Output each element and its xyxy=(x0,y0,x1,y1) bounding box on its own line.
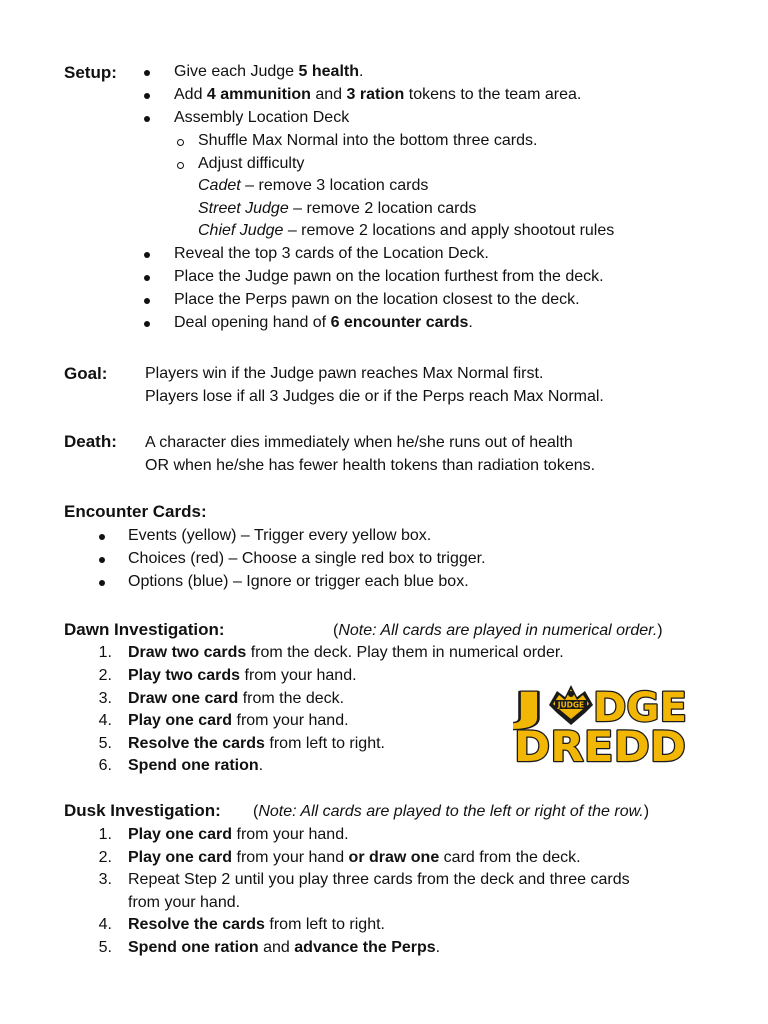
dawn-step-4: Play one card from your hand. xyxy=(128,712,349,729)
dawn-step-6: Spend one ration. xyxy=(128,757,264,774)
bullet xyxy=(144,70,150,76)
sub-bullet xyxy=(177,139,184,146)
bullet xyxy=(144,252,150,258)
setup-item-1: Give each Judge 5 health. xyxy=(174,63,364,80)
bullet xyxy=(144,116,150,122)
step-number: 5. xyxy=(98,735,112,752)
dusk-step-4: Resolve the cards from left to right. xyxy=(128,916,385,933)
step-number: 4. xyxy=(98,712,112,729)
bullet xyxy=(99,580,105,586)
dusk-step-5: Spend one ration and advance the Perps. xyxy=(128,939,441,956)
death-line-1: A character dies immediately when he/she runs out of health xyxy=(145,434,573,451)
dusk-step-3: Repeat Step 2 until you play three cards from the deck and three cards xyxy=(128,871,630,888)
dawn-step-1: Draw two cards from the deck. Play them in numerical order. xyxy=(128,644,564,661)
death-line-2: OR when he/she has fewer health tokens than radiation tokens. xyxy=(145,457,596,474)
bullet xyxy=(99,557,105,563)
dusk-note: (Note: All cards are played to the left or right of the row.) xyxy=(253,803,650,820)
step-number: 4. xyxy=(98,916,112,933)
difficulty-street-judge: Street Judge – remove 2 location cards xyxy=(198,200,477,217)
bullet xyxy=(144,321,150,327)
bullet xyxy=(144,275,150,281)
step-number: 5. xyxy=(98,939,112,956)
svg-text:DGE: DGE xyxy=(593,685,687,731)
step-number: 2. xyxy=(98,667,112,684)
setup-sub-shuffle: Shuffle Max Normal into the bottom three cards. xyxy=(198,132,538,149)
setup-item-3: Assembly Location Deck xyxy=(174,109,350,126)
setup-sub-adjust: Adjust difficulty xyxy=(198,155,305,172)
dawn-step-5: Resolve the cards from left to right. xyxy=(128,735,385,752)
setup-item-7: Deal opening hand of 6 encounter cards. xyxy=(174,314,473,331)
goal-line-2: Players lose if all 3 Judges die or if the Perps reach Max Normal. xyxy=(145,388,604,405)
encounter-item-events: Events (yellow) – Trigger every yellow box. xyxy=(128,527,432,544)
goal-heading: Goal: xyxy=(64,364,108,383)
encounter-item-choices: Choices (red) – Choose a single red box to trigger. xyxy=(128,550,486,567)
dusk-step-2: Play one card from your hand or draw one card from the deck. xyxy=(128,849,581,866)
encounter-item-options: Options (blue) – Ignore or trigger each blue box. xyxy=(128,573,469,590)
step-number: 6. xyxy=(98,757,112,774)
setup-item-4: Reveal the top 3 cards of the Location Deck. xyxy=(174,245,489,262)
difficulty-chief-judge: Chief Judge – remove 2 locations and apply shootout rules xyxy=(198,222,615,239)
setup-item-6: Place the Perps pawn on the location closest to the deck. xyxy=(174,291,580,308)
dawn-note: (Note: All cards are played in numerical order.) xyxy=(333,622,663,639)
dawn-heading: Dawn Investigation: xyxy=(64,620,225,639)
setup-item-2: Add 4 ammunition and 3 ration tokens to the team area. xyxy=(174,86,582,103)
svg-text:JUDGE: JUDGE xyxy=(557,700,585,710)
setup-item-5: Place the Judge pawn on the location furthest from the deck. xyxy=(174,268,604,285)
svg-text:J: J xyxy=(513,685,545,731)
bullet xyxy=(99,534,105,540)
step-number: 2. xyxy=(98,849,112,866)
dusk-step-3-continued: from your hand. xyxy=(128,894,241,911)
step-number: 1. xyxy=(98,644,112,661)
dawn-step-2: Play two cards from your hand. xyxy=(128,667,357,684)
judge-dredd-logo xyxy=(513,683,689,765)
step-number: 3. xyxy=(98,690,112,707)
step-number: 1. xyxy=(98,826,112,843)
bullet xyxy=(144,93,150,99)
dusk-step-1: Play one card from your hand. xyxy=(128,826,349,843)
dusk-heading: Dusk Investigation: xyxy=(64,801,221,820)
eagle-badge-icon xyxy=(549,685,593,725)
step-number: 3. xyxy=(98,871,112,888)
judge-dredd-logo-image xyxy=(513,683,689,765)
sub-bullet xyxy=(177,162,184,169)
setup-heading: Setup: xyxy=(64,63,117,82)
goal-line-1: Players win if the Judge pawn reaches Max Normal first. xyxy=(145,365,544,382)
difficulty-cadet: Cadet – remove 3 location cards xyxy=(198,177,429,194)
encounter-heading: Encounter Cards: xyxy=(64,502,207,521)
bullet xyxy=(144,298,150,304)
death-heading: Death: xyxy=(64,432,117,451)
svg-text:DREDD: DREDD xyxy=(514,722,686,765)
dawn-step-3: Draw one card from the deck. xyxy=(128,690,345,707)
